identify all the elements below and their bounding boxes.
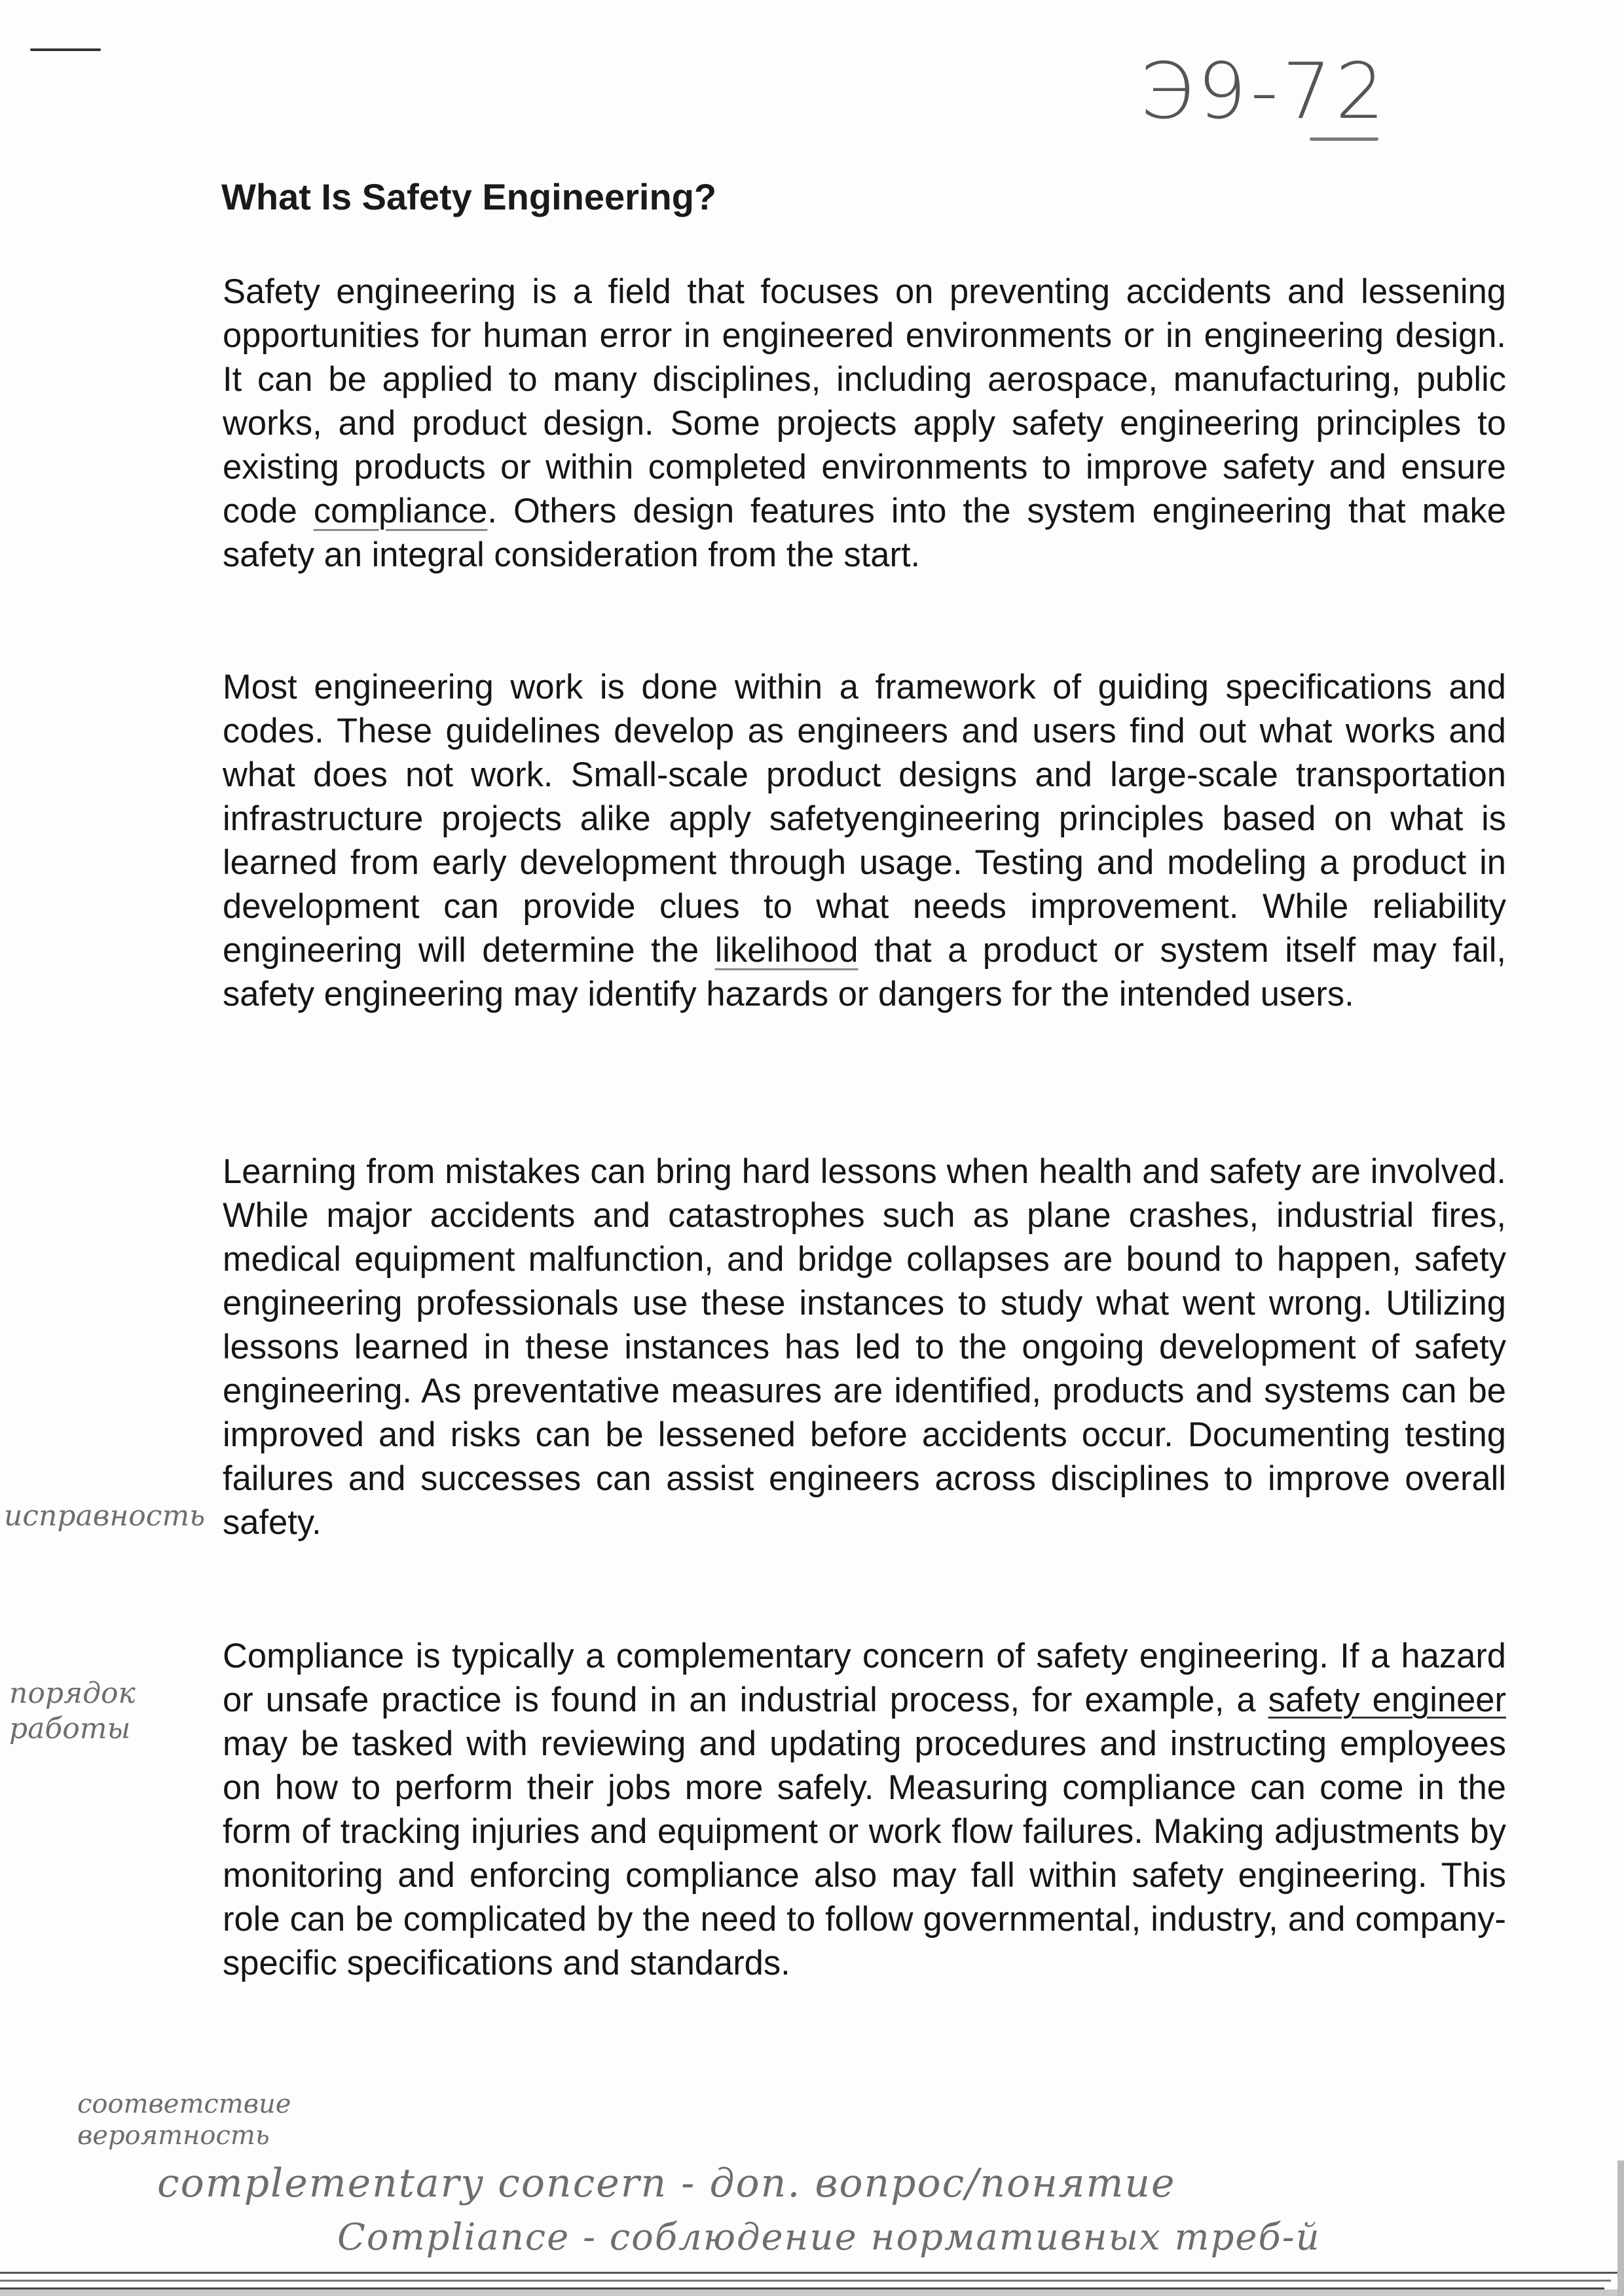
handwritten-page-code: Э9-72	[1139, 46, 1389, 136]
document-title: What Is Safety Engineering?	[221, 176, 717, 217]
paragraph-4-text-after: may be tasked with reviewing and updating procedures and instructing employees on how to perform their jobs more safely. Measuring compliance can come in the form of tracking injuries and equipment or work flow failures. Making adjustments by monitoring and enforcing compliance also may fall within safety engineering. This role can be complicated by the need to follow governmental, industry, and company-specific specifications and standards.	[223, 1724, 1506, 1982]
paragraph-1	[223, 270, 1506, 577]
pen-underlined-word-likelihood: likelihood	[714, 931, 858, 970]
page-stack-edge	[0, 2280, 1611, 2282]
paragraph-4	[223, 1634, 1506, 1985]
safety-engineer-link[interactable]: safety engineer	[1268, 1681, 1506, 1719]
bottom-note-1-line-1: соответствие	[77, 2089, 291, 2119]
margin-note-ispravnost: исправность	[4, 1499, 206, 1533]
paragraph-3: Learning from mistakes can bring hard lessons when health and safety are involved. While major accidents and catastrophes such as plane crashes, industrial fires, medical equipment malfunction, and bridge collapses are bound to happen, safety engineering professionals use these instances to study what went wrong. Utilizing lessons learned in these instances has led to the ongoing development of safety engineering. As preventative measures are identified, products and systems can be improved and risks can be lessened before accidents occur. Documenting testing failures and successes can assist engineers across disciplines to improve overall safety.	[223, 1152, 1506, 1542]
scanner-bed-strip	[0, 2289, 1624, 2296]
page-code-underline	[1310, 137, 1378, 141]
page-stack-edge	[0, 2272, 1617, 2274]
paragraph-1-text-after: . Others design features into the system engineering that make safety an integral consideration from the start.	[223, 492, 1506, 574]
bottom-note-1-line-2: вероятность	[77, 2121, 270, 2151]
margin-note-poryadok-raboty	[9, 1676, 136, 1747]
paragraph-2-text-before: Most engineering work is done within a framework of guiding specifications and codes. These guidelines develop as engineers and users find out what works and what does not work. Small-scale product designs and large-scale transportation infrastructure projects alike apply safetyengineering principles based on what is learned from early development through usage. Testing and modeling a product in development can provide clues to what needs improvement. While reliability engineering will determine the	[223, 668, 1506, 970]
bottom-note-translations	[77, 2088, 291, 2151]
bottom-note-complementary-concern: complementary concern - доп. вопрос/понятие	[157, 2160, 1176, 2206]
page-corner-shadow	[1617, 2160, 1624, 2296]
paragraph-1-text-before: Safety engineering is a field that focuses on preventing accidents and lessening opportunities for human error in engineered environments or in engineering design. It can be applied to many disciplines, including aerospace, manufacturing, public works, and product design. Some projects apply safety engineering principles to existing products or within completed environments to improve safety and ensure code	[223, 272, 1506, 530]
paragraph-2-text-after: that a product or system itself may fail, safety engineering may identify hazards or dangers for the intended users.	[223, 931, 1506, 1013]
paragraph-2	[223, 665, 1506, 1016]
pen-dash-mark	[30, 48, 101, 51]
margin-note-2-line-2: работы	[9, 1712, 131, 1745]
bottom-note-compliance: Compliance - соблюдение нормативных треб-й	[337, 2216, 1321, 2259]
margin-note-2-line-1: порядок	[9, 1677, 136, 1710]
pen-underlined-word-compliance: compliance	[313, 492, 488, 530]
paragraph-4-text-before: Compliance is typically a complementary concern of safety engineering. If a hazard or unsafe practice is found in an industrial process, for example, a	[223, 1637, 1506, 1719]
